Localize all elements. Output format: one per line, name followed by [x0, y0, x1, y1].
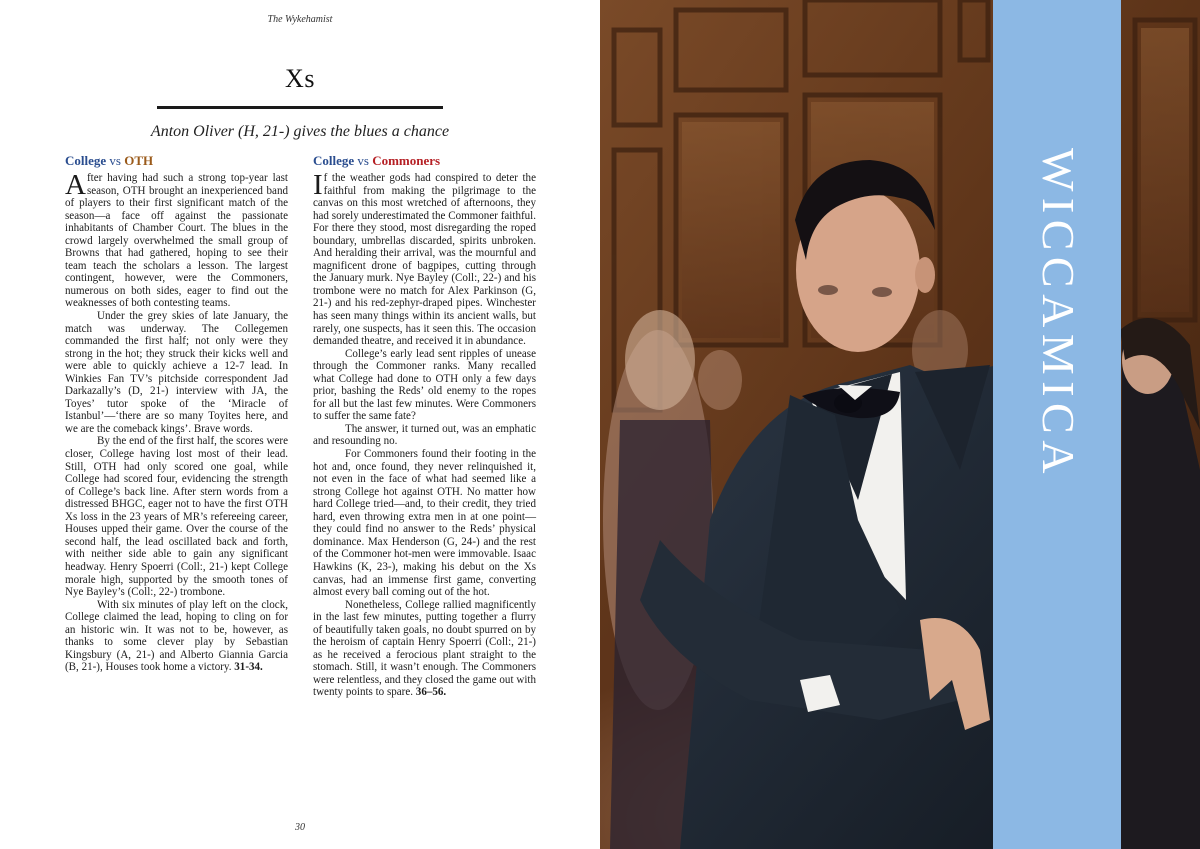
team-college: College [65, 153, 107, 168]
paragraph: College’s early lead sent ripples of unease through the Commoner ranks. Many recalled what College had done to OTH only a few days prior, bashing the Reds’ old enemy to the ropes for all but the last few minutes. Were Commoners to suffer the same fate? [313, 347, 536, 423]
vs-label: vs [357, 153, 369, 168]
paragraph: With six minutes of play left on the clock, College claimed the lead, hoping to cling on for an historic win. It was not to be, however, as thanks to some clever play by Sebastian Kingsbury (A, 21-) and Alberto Giannia Garcia (B, 21-), Houses took home a victory. 31-34. [65, 598, 288, 674]
final-score: 36–56. [415, 686, 447, 699]
team-commoners: Commoners [372, 153, 441, 168]
paragraph: After having had such a strong top-year last season, OTH brought an inexperienced band of players to their first significant match of the season—a face off against the passionate inhabitants of Chamber Court. The blues in the crowd largely overwhelmed the small group of Browns that had gathered, hoping to see their team teach the scholars a lesson. The largest contingent, however, were the Commoners, numerous on both sides, eager to find out the weaknesses of both contesting teams. [65, 169, 288, 310]
paragraph: For Commoners found their footing in the hot and, once found, they never relinquished it, not even in the face of what had seemed like a strong College hot against OTH. No matter how hard College tried—and, to their credit, they tried hard, even throwing extra men in at one point—they could find no answer to the Reds’ physical dominance. Max Henderson (G, 24-) and the rest of the Commoner hot-men were immovable. Isaac Hawkins (K, 23-), making his debut on the Xs canvas, had an immense first game, converting almost every ball coming out of the hot. [313, 448, 536, 599]
paragraph: Under the grey skies of late January, the match was underway. The Collegemen commanded the first half; not only were they strong in the hot; they struck their kicks well and were able to quickly achieve a 12-7 lead. In Winkies Fan TV’s pitchside correspondent Jad Darkazally’s (D, 21-) interview with JA, the Toyes’ tutor spoke of the ‘Miracle of Istanbul’—‘there are so many Toyites here, and we are the comeback kings’. Brave words. [65, 310, 288, 435]
title-rule [157, 106, 443, 109]
page-number: 30 [295, 822, 305, 833]
match-heading [313, 153, 536, 168]
article-byline: Anton Oliver (H, 21-) gives the blues a chance [150, 123, 450, 140]
drop-cap: A [65, 169, 86, 201]
team-college: College [313, 153, 355, 168]
paragraph: Nonetheless, College rallied magnificently in the last few minutes, putting together a flurry of beautifully taken goals, no doubt spurred on by the heroism of captain Henry Spoerri (Coll:, 21-) as he received a ferocious plant straight to the stomach. Still, it wasn’t enough. The Commoners were relentless, and they closed the game out with twenty points to spare. 36–56. [313, 598, 536, 699]
page-title: Xs [285, 64, 315, 93]
right-page [600, 0, 1200, 849]
running-head: The Wykehamist [267, 14, 333, 25]
final-score: 31-34. [234, 661, 263, 674]
match-heading [65, 153, 288, 168]
section-banner [993, 0, 1121, 849]
paragraph: By the end of the first half, the scores were closer, College having lost most of their lead. Still, OTH had only scored one goal, while College had scored four, evidencing the strength of College’s back line. After stern words from a distressed BHGC, eager not to have the first OTH Xs loss in the 23 years of MR’s refereeing career, Houses upped their game. Over the course of the second half, the lead oscillated back and forth, with neither side able to gain any significant headway. Henry Spoerri (Coll:, 21-) kept College morale high, supported by the smooth tones of Nye Bayley’s (Coll:, 22-) trombone. [65, 435, 288, 599]
article-college-vs-oth [65, 153, 288, 674]
article-college-vs-commoners [313, 153, 536, 699]
drop-cap: I [313, 169, 323, 201]
vs-label: vs [109, 153, 121, 168]
paragraph: The answer, it turned out, was an emphatic and resounding no. [313, 422, 536, 448]
team-oth: OTH [124, 153, 154, 168]
banner-label: WICCAMICA [1033, 148, 1084, 480]
paragraph: If the weather gods had conspired to deter the faithful from making the pilgrimage to the canvas on this most wretched of afternoons, they had sorely underestimated the Commoner faithful. For there they stood, most disregarding the roped boundary, umbrellas discarded, spirits unbroken. And heralding their arrival, was the mournful and magnificent drone of bagpipes, cutting through the January murk. Nye Bayley (Coll:, 22-) and his trombone were no match for Alex Parkinson (G, 21-) and his red-zephyr-draped pipes. Winchester has seen many things within its ancient walls, but rarely, one suspects, has it seen this. The occasion demanded theatre, and received it in abundance. [313, 169, 536, 348]
